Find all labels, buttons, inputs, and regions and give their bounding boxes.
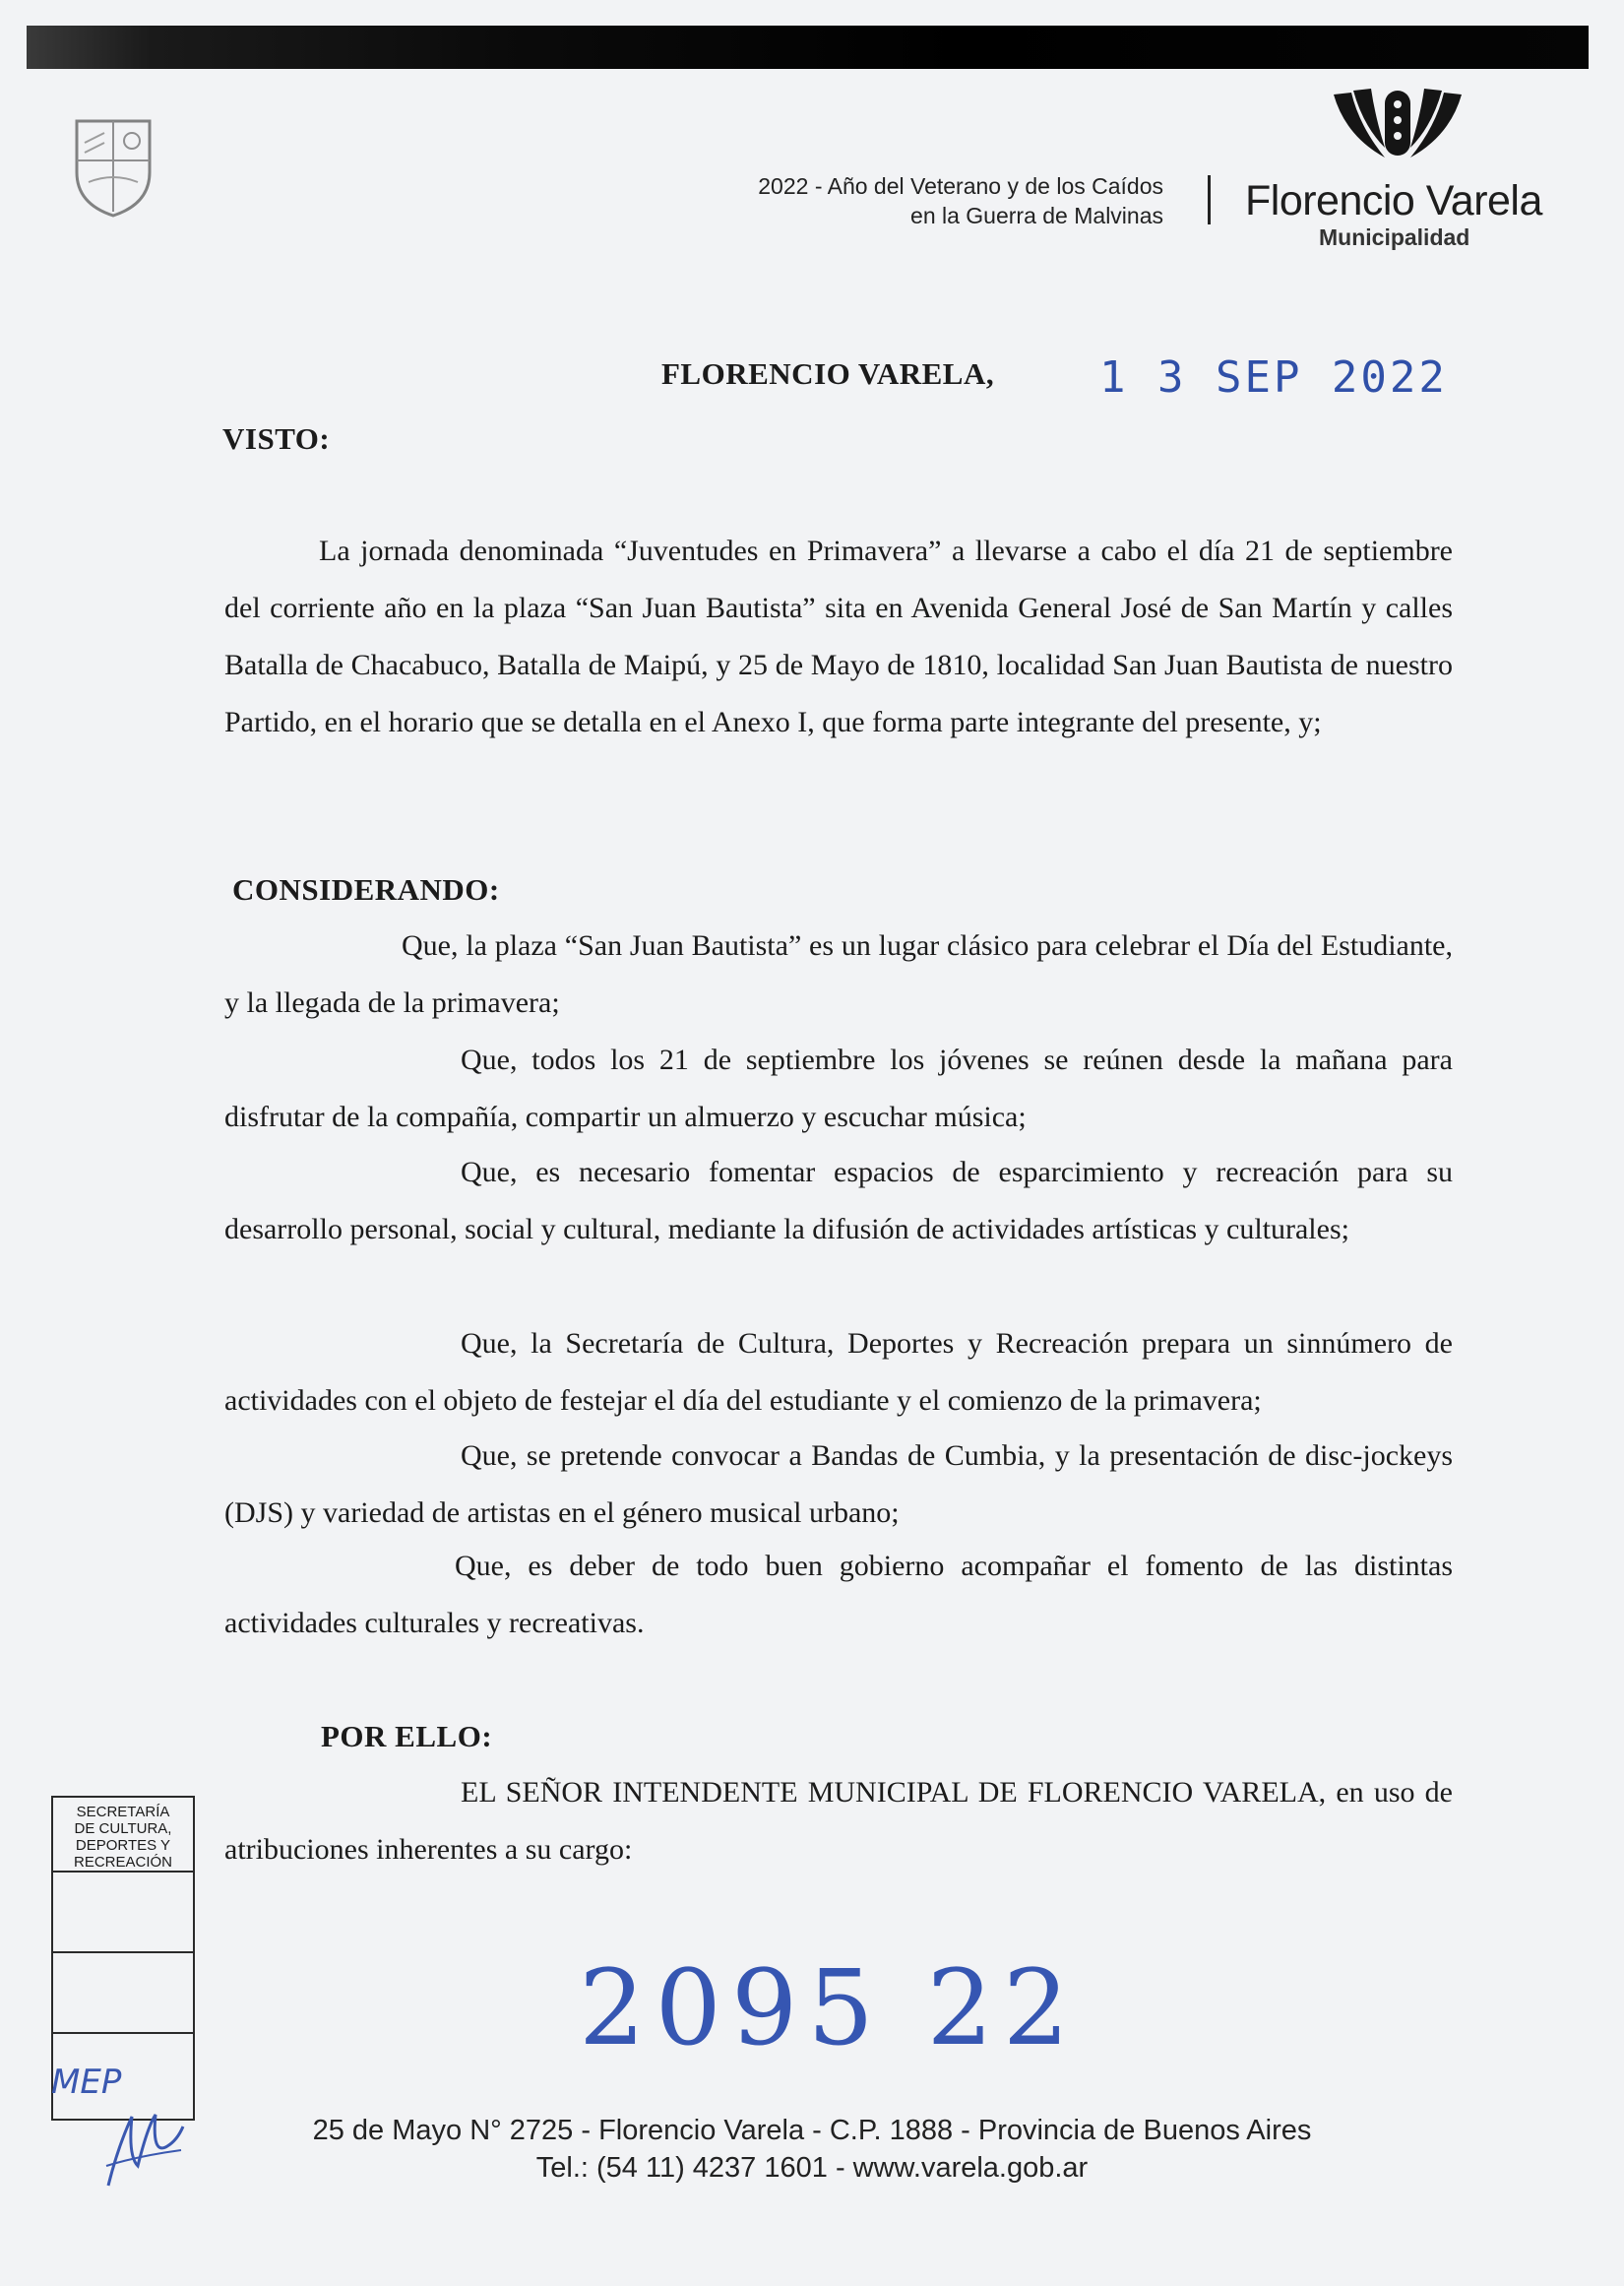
considerando-paragraph: Que, la Secretaría de Cultura, Deportes y Recreación prepara un sinnúmero de actividades con el objeto de festejar el día del estudiante y el comienzo de la primavera;: [224, 1327, 1453, 1417]
por-ello-heading: POR ELLO:: [321, 1719, 493, 1753]
header-motto: [551, 171, 1163, 230]
header-motto-line1: 2022 - Año del Veterano y de los Caídos: [758, 173, 1163, 199]
handwritten-initials: MEP: [51, 2063, 122, 2102]
considerando-paragraph: Que, es necesario fomentar espacios de esparcimiento y recreación para su desarrollo personal, social y cultural, mediante la difusión de actividades artísticas y culturales;: [224, 1156, 1453, 1245]
brand-subtitle: Municipalidad: [1319, 224, 1470, 250]
por-ello-paragraph: EL SEÑOR INTENDENTE MUNICIPAL DE FLORENCIO VARELA, en uso de atribuciones inherentes a su cargo:: [224, 1776, 1453, 1866]
considerando-paragraph: Que, es deber de todo buen gobierno acompañar el fomento de las distintas actividades culturales y recreativas.: [224, 1550, 1453, 1639]
document-place: FLORENCIO VARELA,: [661, 356, 995, 391]
visto-heading: VISTO:: [222, 421, 331, 456]
stamp-line: SECRETARÍA: [76, 1804, 170, 1820]
brand-name: Florencio Varela: [1245, 177, 1542, 224]
header-separator: [1208, 175, 1211, 224]
stamp-title: [53, 1798, 193, 1873]
scan-border-bar: [27, 26, 1589, 69]
stamp-line: DEPORTES Y: [75, 1837, 171, 1854]
footer-contact: Tel.: (54 11) 4237 1601 - www.varela.gob.ar: [535, 2152, 1089, 2184]
florencio-varela-logo-icon: [1324, 87, 1471, 165]
header-motto-line2: en la Guerra de Malvinas: [910, 203, 1163, 228]
stamp-line: DE CULTURA,: [74, 1820, 172, 1837]
municipal-crest-icon: [69, 113, 157, 222]
footer-address: 25 de Mayo N° 2725 - Florencio Varela - C.P. 1888 - Provincia de Buenos Aires: [312, 2115, 1312, 2146]
visto-paragraph: La jornada denominada “Juventudes en Primavera” a llevarse a cabo el día 21 de septiembre del corriente año en la plaza “San Juan Bautista” sita en Avenida General José de San Martín y calles Batalla de Chacabuco, Batalla de Maipú, y 25 de Mayo de 1810, localidad San Juan Bautista de nuestro Partido, en el horario que se detalla en el Anexo I, que forma parte integrante del presente, y;: [224, 535, 1453, 738]
stamp-cell: [53, 1873, 193, 1953]
considerando-paragraph: Que, se pretende convocar a Bandas de Cumbia, y la presentación de disc-jockeys (DJS) y variedad de artistas en el género musical urbano;: [224, 1439, 1453, 1529]
considerando-paragraph: Que, la plaza “San Juan Bautista” es un lugar clásico para celebrar el Día del Estudiante, y la llegada de la primavera;: [224, 929, 1453, 1019]
resolution-number: 2095 22: [579, 1947, 1080, 2068]
considerando-paragraph: Que, todos los 21 de septiembre los jóvenes se reúnen desde la mañana para disfrutar de la compañía, compartir un almuerzo y escuchar música;: [224, 1044, 1453, 1133]
stamp-cell: [53, 1953, 193, 2034]
date-stamp: 1 3 SEP 2022: [1099, 352, 1448, 403]
stamp-line: RECREACIÓN: [73, 1854, 172, 1871]
signature-icon: [98, 2107, 187, 2195]
considerando-heading: CONSIDERANDO:: [232, 872, 500, 907]
